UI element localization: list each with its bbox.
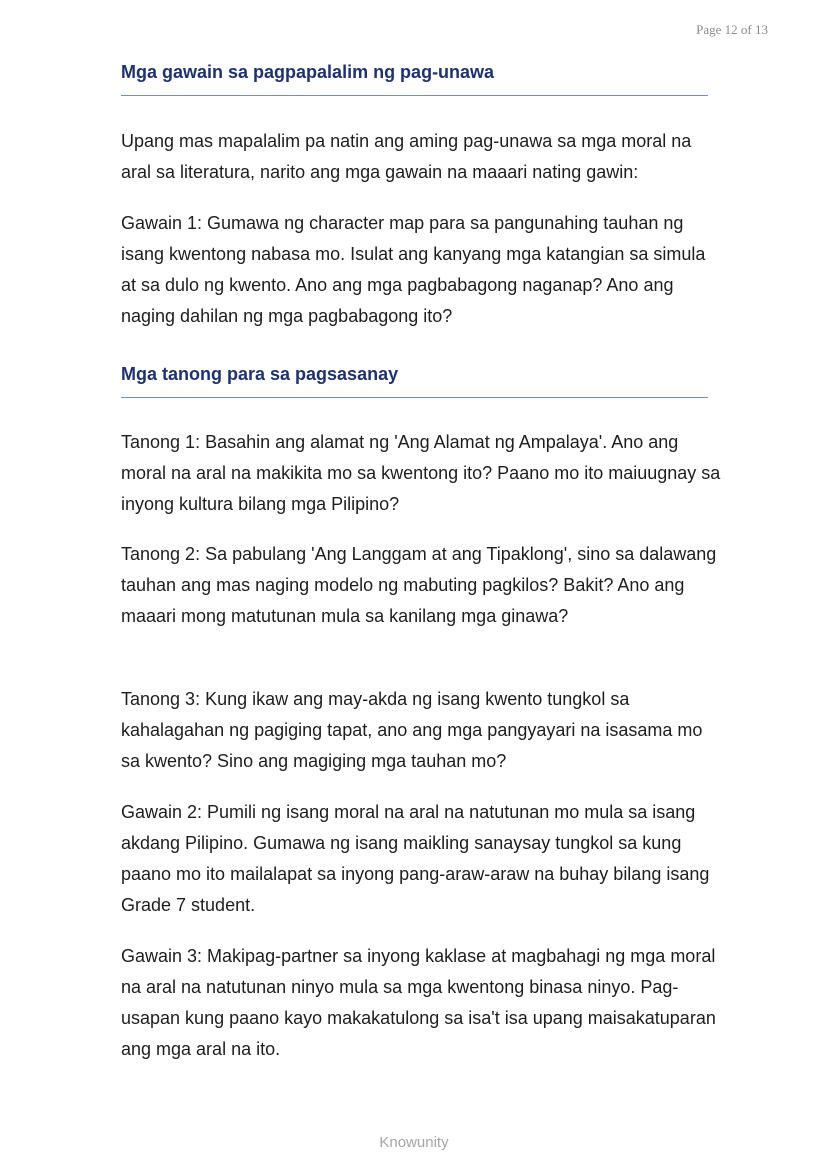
footer-brand: Knowunity bbox=[379, 1134, 449, 1151]
gawain-2-paragraph: Gawain 2: Pumili ng isang moral na aral na natutunan mo mula sa isang akdang Pilipino. Gumawa ng isang maikling sanaysay tungkol sa kung paano mo ito mailalapat sa inyong pang-araw-araw na buhay bilang isang Grade 7 student. bbox=[121, 802, 710, 915]
section-heading-pagpapalalim: Mga gawain sa pagpapalalim ng pag-unawa bbox=[121, 62, 708, 96]
gawain-1-paragraph: Gawain 1: Gumawa ng character map para sa pangunahing tauhan ng isang kwentong nabasa mo. Isulat ang kanyang mga katangian sa simula at sa dulo ng kwento. Ano ang mga pagbabagong naganap? Ano ang naging dahilan ng mga pagbabagong ito? bbox=[121, 213, 706, 326]
gawain-3-paragraph: Gawain 3: Makipag-partner sa inyong kaklase at magbahagi ng mga moral na aral na natutunan ninyo mula sa mga kwentong binasa ninyo. Pag-usapan kung paano kayo makakatulong sa isa't isa upang maisakatuparan ang mga aral na ito. bbox=[121, 946, 716, 1059]
section-heading-pagsasanay: Mga tanong para sa pagsasanay bbox=[121, 364, 708, 398]
tanong-3-paragraph: Tanong 3: Kung ikaw ang may-akda ng isang kwento tungkol sa kahalagahan ng pagiging tapat, ano ang mga pangyayari na isasama mo sa kwento? Sino ang magiging mga tauhan mo? bbox=[121, 689, 703, 771]
tanong-1-paragraph: Tanong 1: Basahin ang alamat ng 'Ang Alamat ng Ampalaya'. Ano ang moral na aral na makikita mo sa kwentong ito? Paano mo ito maiuugnay sa inyong kultura bilang mga Pilipino? bbox=[121, 432, 721, 514]
tanong-2-paragraph: Tanong 2: Sa pabulang 'Ang Langgam at ang Tipaklong', sino sa dalawang tauhan ang mas naging modelo ng mabuting pagkilos? Bakit? Ano ang maaari mong matutunan mula sa kanilang mga ginawa? bbox=[121, 544, 717, 626]
page-number: Page 12 of 13 bbox=[696, 22, 768, 37]
intro-paragraph: Upang mas mapalalim pa natin ang aming pag-unawa sa mga moral na aral sa literatura, narito ang mga gawain na maaari nating gawin: bbox=[121, 131, 692, 182]
